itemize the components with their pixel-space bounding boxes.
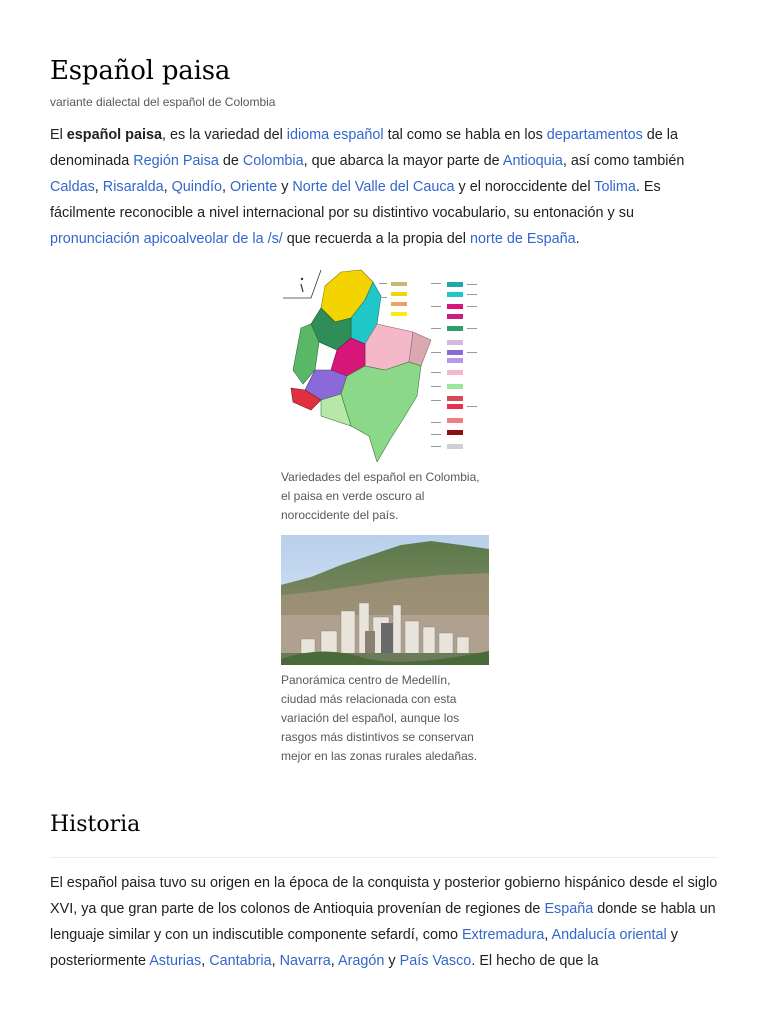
link-asturias[interactable]: Asturias	[149, 953, 202, 969]
link-norte-espana[interactable]: norte de España	[470, 231, 576, 247]
section-divider	[50, 857, 718, 858]
link-tolima[interactable]: Tolima	[594, 179, 636, 195]
link-colombia[interactable]: Colombia	[242, 153, 304, 169]
medellin-photo[interactable]	[281, 535, 489, 665]
link-andalucia-oriental[interactable]: Andalucía oriental	[551, 927, 667, 943]
link-norte-valle-cauca[interactable]: Norte del Valle del Cauca	[292, 179, 455, 195]
link-antioquia[interactable]: Antioquia	[502, 153, 563, 169]
link-idioma-espanol[interactable]: idioma español	[286, 127, 384, 143]
link-caldas[interactable]: Caldas	[50, 179, 95, 195]
historia-paragraph: El español paisa tuvo su origen en la época de la conquista y posterior gobierno hispánico desde el siglo XVI, ya que gran parte de los colonos de Antioquia provenían de regiones de España donde se habla un lenguaje similar y con un indiscutible componente sefardí, como Extremadura, Andalucía oriental y posteriormente Asturias, Cantabria, Navarra, Aragón y País Vasco. El hecho de que la	[50, 875, 718, 969]
figure-map	[281, 266, 489, 525]
link-aragon[interactable]: Aragón	[337, 953, 385, 969]
link-quindio[interactable]: Quindío	[171, 179, 222, 195]
link-pais-vasco[interactable]: País Vasco	[399, 953, 472, 969]
map-illustration	[281, 266, 489, 462]
link-risaralda[interactable]: Risaralda	[102, 179, 164, 195]
link-pronunciacion[interactable]: pronunciación apicoalveolar de la /s/	[50, 231, 283, 247]
link-navarra[interactable]: Navarra	[279, 953, 331, 969]
link-region-paisa[interactable]: Región Paisa	[133, 153, 219, 169]
page-title: Español paisa	[50, 56, 231, 86]
figure-photo	[281, 535, 489, 766]
link-departamentos[interactable]: departamentos	[546, 127, 643, 143]
century-numeral: XVI	[50, 901, 74, 917]
page-subtitle: variante dialectal del español de Colombia	[50, 95, 276, 109]
link-extremadura[interactable]: Extremadura	[461, 927, 545, 943]
bold-term: español paisa	[66, 127, 162, 143]
intro-paragraph: El español paisa, es la variedad del idioma español tal como se habla en los departamentos de la denominada Región Paisa de Colombia, que abarca la mayor parte de Antioquia, así como también Caldas, Risaralda, Quindío, Oriente y Norte del Valle del Cauca y el noroccidente del Tolima. Es fácilmente reconocible a nivel internacional por su distintivo vocabulario, su entonación y su pronunciación apicoalveolar de la /s/ que recuerda a la propia del norte de España.	[50, 127, 685, 247]
link-espana[interactable]: España	[544, 901, 594, 917]
photo-illustration	[281, 535, 489, 665]
link-oriente[interactable]: Oriente	[230, 179, 278, 195]
map-caption: Variedades del español en Colombia, el paisa en verde oscuro al noroccidente del país.	[281, 470, 480, 522]
photo-caption: Panorámica centro de Medellín, ciudad más relacionada con esta variación del español, aunque los rasgos más distintivos se conservan mejor en las zonas rurales aledañas.	[281, 673, 478, 763]
colombia-dialect-map[interactable]	[281, 266, 489, 462]
section-heading-historia: Historia	[50, 812, 141, 837]
link-cantabria[interactable]: Cantabria	[209, 953, 272, 969]
